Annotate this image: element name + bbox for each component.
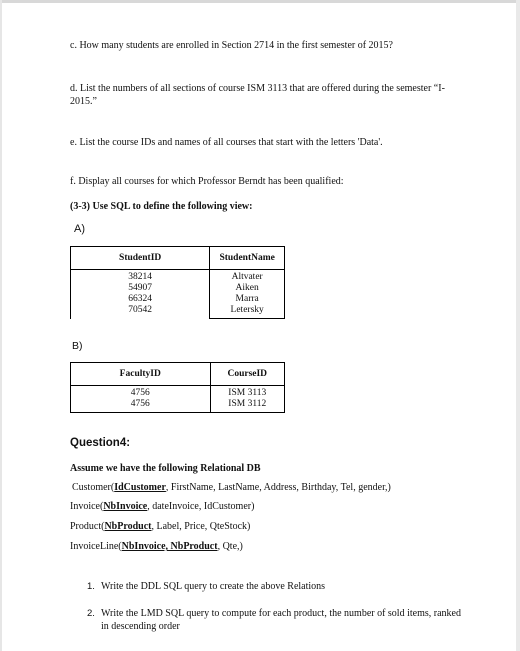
relation-product bbox=[70, 520, 250, 533]
table-cell: Letersky bbox=[230, 305, 264, 315]
table-cell: 66324 bbox=[128, 294, 153, 305]
relation-attributes: , FirstName, LastName, Address, Birthday, Tel, gender,) bbox=[165, 482, 391, 493]
table-cell: 38214 bbox=[128, 272, 153, 283]
table-body-cell bbox=[71, 386, 211, 413]
table-cell: ISM 3112 bbox=[228, 399, 267, 409]
view-table-b bbox=[70, 362, 285, 413]
table-header-row bbox=[71, 363, 285, 386]
table-body-cell bbox=[210, 386, 284, 413]
table-cell: Aiken bbox=[235, 283, 259, 293]
table-cell: 4756 bbox=[130, 388, 150, 398]
relation-attributes: , Qte,) bbox=[217, 541, 243, 552]
task-number: 2. bbox=[87, 608, 95, 619]
relation-name: InvoiceLine( bbox=[70, 541, 122, 552]
question-f: f. Display all courses for which Professor Berndt has been qualified: bbox=[70, 176, 344, 187]
relation-attributes: , Label, Price, QteStock) bbox=[151, 521, 251, 532]
table-header-row bbox=[71, 247, 285, 270]
table-header-cell: StudentName bbox=[210, 247, 285, 270]
relation-name: Invoice( bbox=[70, 501, 104, 512]
relation-attributes: , dateInvoice, IdCustomer) bbox=[147, 501, 255, 512]
table-cell: 70542 bbox=[128, 305, 153, 316]
part-b-label: B) bbox=[72, 340, 83, 352]
question4-title: Question4: bbox=[70, 437, 131, 449]
primary-key: NbProduct bbox=[104, 521, 152, 532]
relation-invoice bbox=[70, 500, 254, 513]
page-left-edge bbox=[0, 0, 2, 651]
task-number: 1. bbox=[87, 581, 95, 592]
task-text: Write the LMD SQL query to compute for each product, the number of sold items, ranked in descending order bbox=[101, 608, 461, 632]
relation-invoiceline bbox=[70, 540, 243, 553]
question4-intro: Assume we have the following Relational DB bbox=[70, 463, 261, 474]
task-text: Write the DDL SQL query to create the above Relations bbox=[101, 581, 326, 592]
question-e: e. List the course IDs and names of all courses that start with the letters 'Data'. bbox=[70, 137, 383, 148]
table-cell: ISM 3113 bbox=[228, 388, 267, 398]
section-33-heading: (3-3) Use SQL to define the following view: bbox=[70, 201, 253, 212]
table-body-cell bbox=[210, 270, 285, 319]
primary-key: NbInvoice bbox=[103, 501, 148, 512]
primary-key: IdCustomer bbox=[114, 482, 166, 493]
question-c: c. How many students are enrolled in Section 2714 in the first semester of 2015? bbox=[70, 40, 393, 51]
relation-name: Product( bbox=[70, 521, 105, 532]
table-row bbox=[71, 386, 285, 413]
view-table-a bbox=[70, 246, 285, 319]
table-body-cell bbox=[71, 270, 210, 319]
part-a-label: A) bbox=[74, 223, 85, 235]
table-cell: Marra bbox=[235, 294, 259, 304]
table-row bbox=[71, 270, 285, 319]
page-top-edge bbox=[0, 0, 520, 3]
table-header-cell: FacultyID bbox=[71, 363, 211, 386]
question-d: d. List the numbers of all sections of course ISM 3113 that are offered during the semester “I-2015.” bbox=[70, 83, 445, 107]
table-header-cell: StudentID bbox=[71, 247, 210, 270]
relation-name: Customer( bbox=[72, 482, 115, 493]
table-cell: 54907 bbox=[128, 283, 153, 294]
table-cell: Altvater bbox=[231, 272, 263, 282]
table-header-cell: CourseID bbox=[210, 363, 284, 386]
table-cell: 4756 bbox=[130, 399, 150, 409]
relation-customer bbox=[72, 481, 391, 494]
page-right-edge bbox=[516, 0, 520, 651]
primary-key: NbInvoice, NbProduct bbox=[121, 541, 218, 552]
